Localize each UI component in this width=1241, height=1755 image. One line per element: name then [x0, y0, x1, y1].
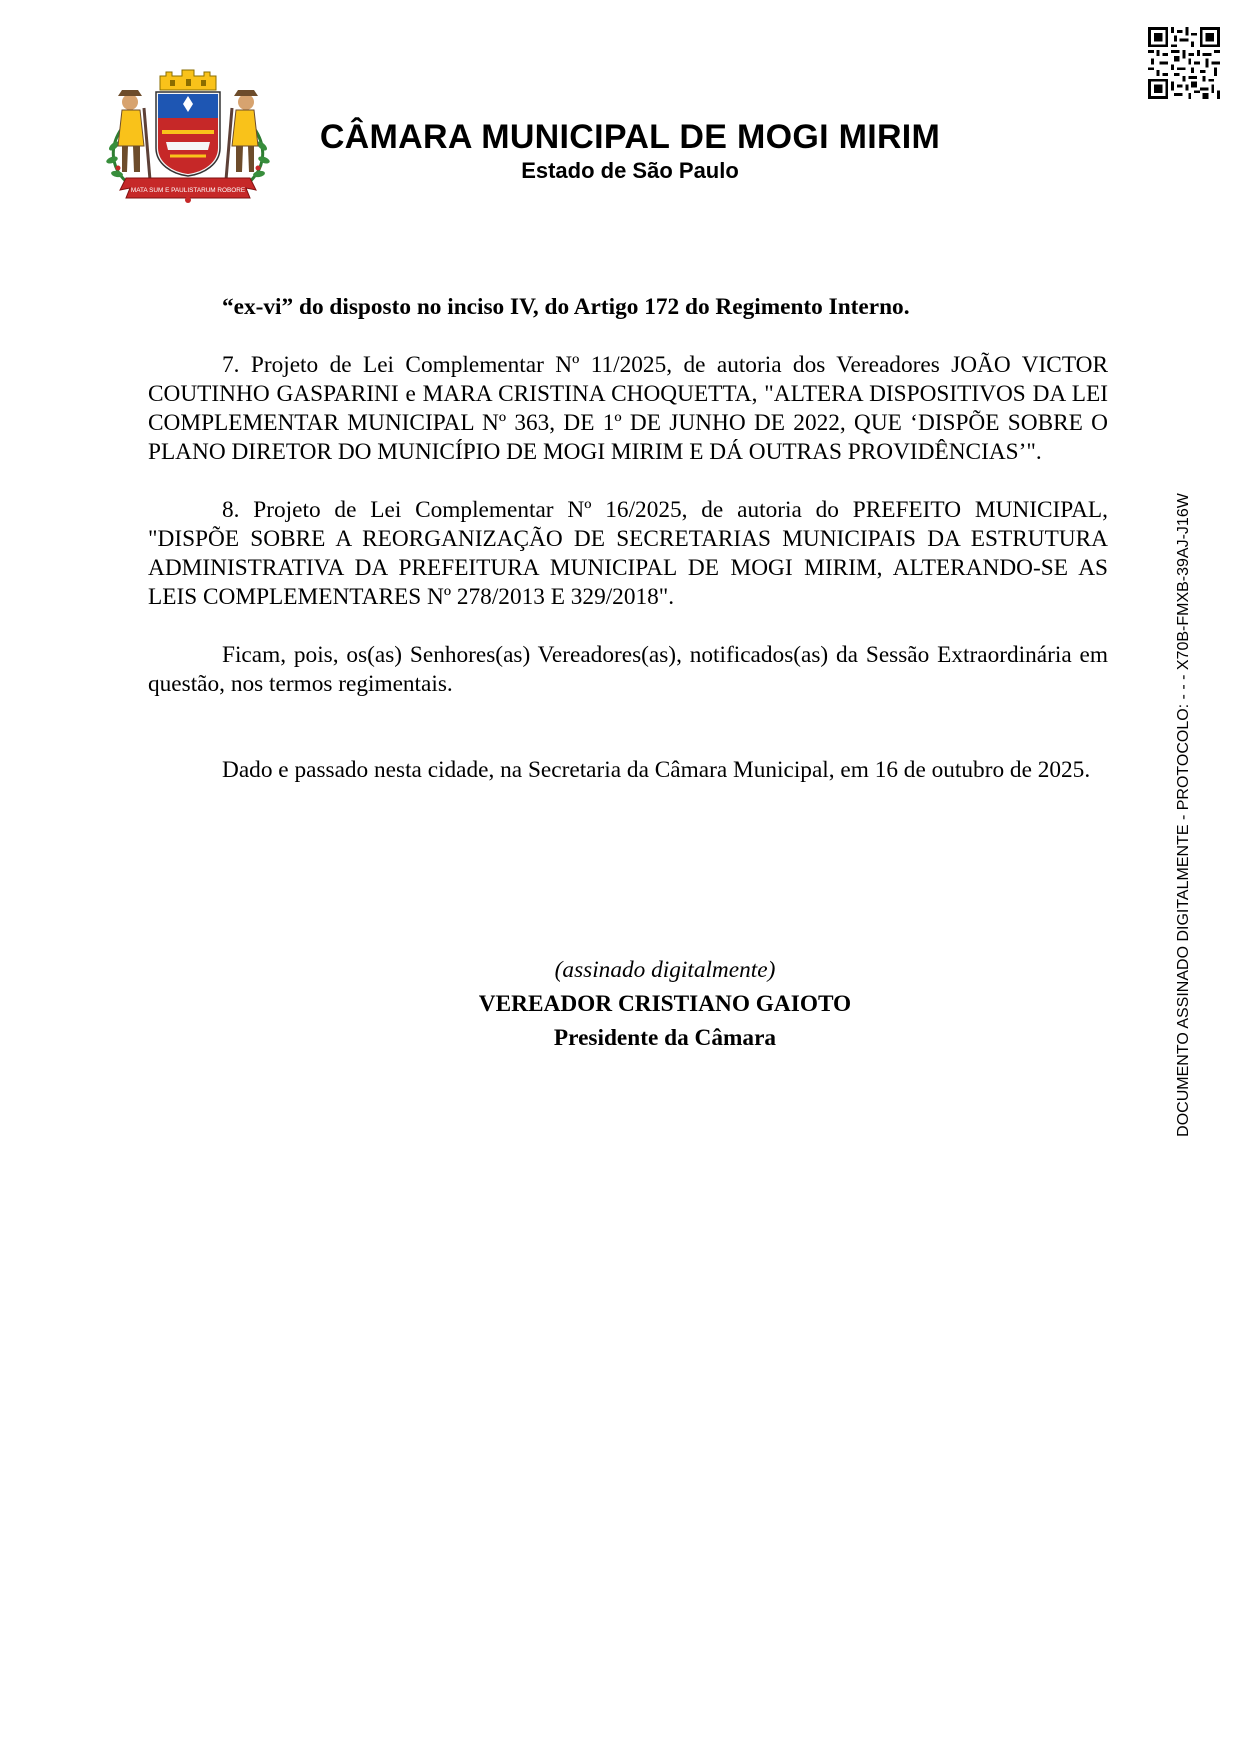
signature-note: (assinado digitalmente): [554, 957, 776, 983]
crest-motto: MATA SUM E PAULISTARUM ROBORE: [130, 187, 246, 194]
closing-paragraph: Dado e passado nesta cidade, na Secretaria da Câmara Municipal, em 16 de outubro de 2025.: [222, 757, 1091, 783]
qr-code-icon: [1148, 27, 1220, 99]
signer-role: Presidente da Câmara: [553, 1025, 777, 1051]
document-body: [148, 293, 1108, 785]
municipal-crest-icon: [100, 68, 276, 204]
item-8-paragraph: 8. Projeto de Lei Complementar Nº 16/2025, de autoria do PREFEITO MUNICIPAL, "DISPÕE SOBRE A REORGANIZAÇÃO DE SECRETARIAS MUNICIPAIS DA ESTRUTURA ADMINISTRATIVA DA PREFEITURA MUNICIPAL DE MOGI MIRIM, ALTERANDO-SE AS LEIS COMPLEMENTARES Nº 278/2013 E 329/2018".: [148, 497, 1108, 610]
page-title: CÂMARA MUNICIPAL DE MOGI MIRIM: [319, 118, 941, 156]
digital-signature-stamp: DOCUMENTO ASSINADO DIGITALMENTE - PROTOCOLO: - - - X70B-FMXB-39AJ-J16W: [1175, 493, 1192, 1137]
signer-name: VEREADOR CRISTIANO GAIOTO: [478, 991, 852, 1017]
page-subtitle: Estado de São Paulo: [521, 158, 739, 183]
intro-paragraph: “ex-vi” do disposto no inciso IV, do Artigo 172 do Regimento Interno.: [222, 294, 910, 320]
item-7-paragraph: 7. Projeto de Lei Complementar Nº 11/2025, de autoria dos Vereadores JOÃO VICTOR COUTINHO GASPARINI e MARA CRISTINA CHOQUETTA, "ALTERA DISPOSITIVOS DA LEI COMPLEMENTAR MUNICIPAL Nº 363, DE 1º DE JUNHO DE 2022, QUE ‘DISPÕE SOBRE O PLANO DIRETOR DO MUNICÍPIO DE MOGI MIRIM E DÁ OUTRAS PROVIDÊNCIAS’".: [148, 352, 1108, 465]
notice-paragraph: Ficam, pois, os(as) Senhores(as) Vereadores(as), notificados(as) da Sessão Extraordinária em questão, nos termos regimentais.: [148, 642, 1108, 697]
signature-block: [420, 953, 910, 1055]
